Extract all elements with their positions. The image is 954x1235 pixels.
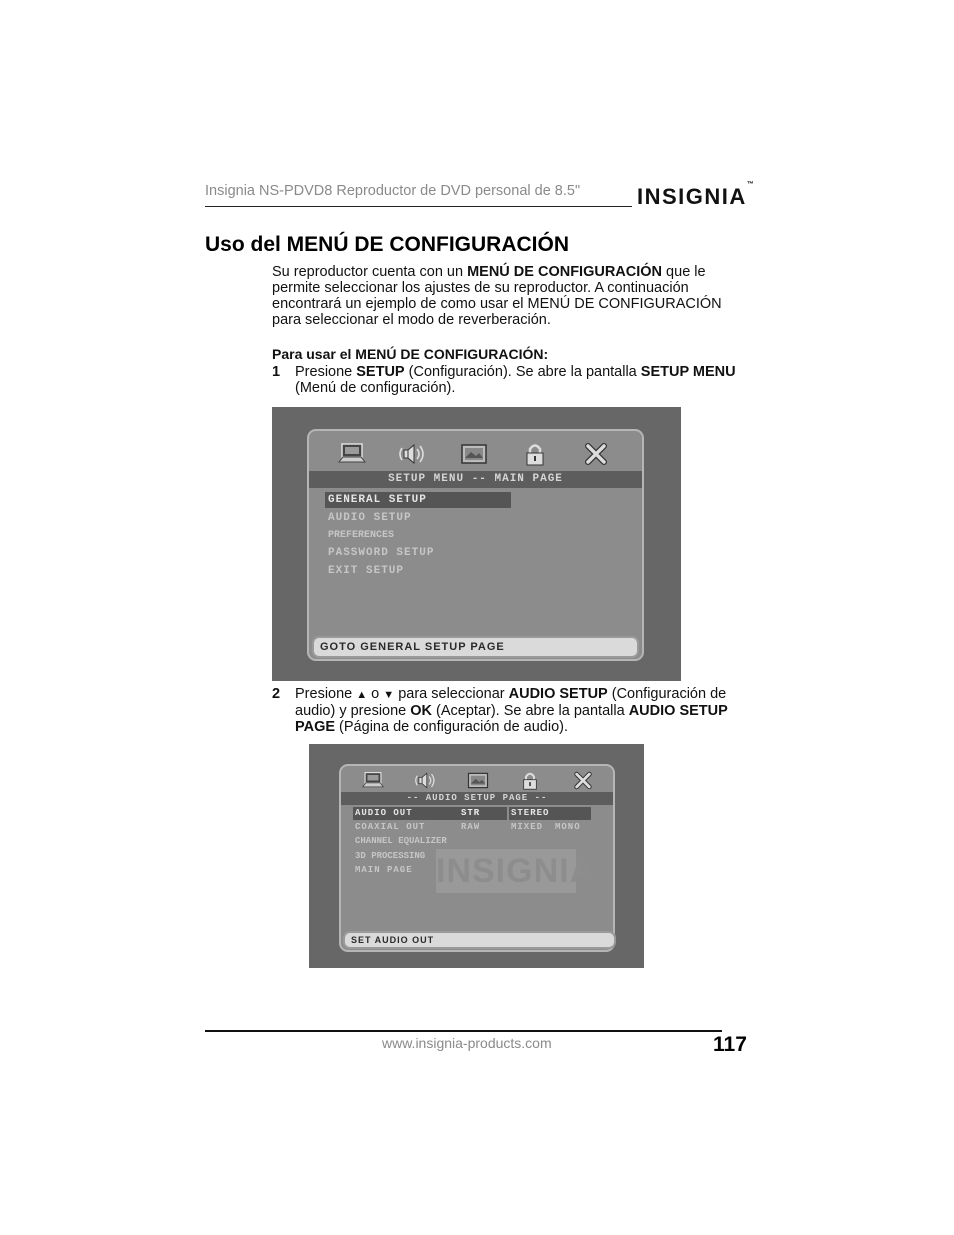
- step-text-part: (Configuración). Se abre la pantalla: [404, 364, 641, 380]
- osd-status-bar: GOTO GENERAL SETUP PAGE: [312, 636, 639, 658]
- step-text-part: o: [367, 686, 384, 702]
- osd-panel: [339, 764, 615, 952]
- section-title: Uso del MENÚ DE CONFIGURACIÓN: [205, 233, 570, 256]
- intro-paragraph: [272, 264, 747, 328]
- menu-item-exit-setup[interactable]: EXIT SETUP: [328, 565, 405, 577]
- footer-url: www.insignia-products.com: [382, 1035, 552, 1051]
- option-mixed[interactable]: MIXED: [511, 822, 544, 832]
- step-1: [272, 364, 747, 396]
- setting-value-coaxial-out: RAW: [461, 822, 481, 832]
- step-text: [295, 686, 747, 735]
- step-text-part: (Página de configuración de audio).: [335, 719, 568, 735]
- step-text-part: (Aceptar). Se abre la pantalla: [432, 703, 629, 719]
- setup-menu-screenshot: [272, 407, 681, 681]
- osd-icon-row: [321, 437, 627, 471]
- picture-icon: [459, 442, 489, 466]
- intro-text-1: Su reproductor cuenta con un: [272, 264, 468, 280]
- menu-item-general-setup[interactable]: GENERAL SETUP: [325, 492, 511, 508]
- intro-bold-1: MENÚ DE CONFIGURACIÓN: [467, 264, 663, 280]
- step-number: 2: [272, 686, 281, 702]
- menu-item-preferences[interactable]: PREFERENCES: [328, 530, 395, 541]
- up-arrow-icon: ▲: [356, 689, 368, 701]
- step-bold: OK: [410, 703, 433, 719]
- step-text: [295, 364, 747, 396]
- down-arrow-icon: ▼: [383, 689, 395, 701]
- lock-icon: [520, 442, 550, 466]
- laptop-icon: [361, 771, 385, 790]
- step-text-part: para seleccionar: [394, 686, 509, 702]
- logo-text: INSIGNIA: [637, 184, 747, 209]
- step-text-part: (Menú de configuración).: [295, 380, 456, 396]
- menu-item-password-setup[interactable]: PASSWORD SETUP: [328, 547, 435, 559]
- step-text-part: (Configuración de audio) y presione: [295, 686, 727, 719]
- close-icon: [581, 442, 611, 466]
- option-stereo[interactable]: STEREO: [509, 807, 591, 820]
- osd-panel: [307, 429, 644, 661]
- header-rule: [205, 206, 632, 207]
- osd-icon-row: [347, 766, 609, 794]
- step-2: [272, 686, 747, 735]
- option-mono[interactable]: MONO: [555, 822, 581, 832]
- menu-item-audio-setup[interactable]: AUDIO SETUP: [328, 512, 412, 524]
- osd-title-bar: -- AUDIO SETUP PAGE --: [341, 792, 613, 805]
- laptop-icon: [337, 442, 367, 466]
- procedure-heading: Para usar el MENÚ DE CONFIGURACIÓN:: [272, 346, 549, 362]
- insignia-watermark: INSIGNIA: [436, 849, 576, 893]
- running-header: Insignia NS-PDVD8 Reproductor de DVD personal de 8.5": [205, 183, 581, 199]
- intro-text-2: que le permite seleccionar los ajustes de su reproductor. A continuación encontrará un ejemplo de como usar el MENÚ DE CONFIGURACIÓN para seleccionar el modo de reverberación.: [272, 264, 722, 328]
- setting-value-audio-out: STR: [461, 808, 481, 818]
- insignia-logo: [637, 181, 754, 210]
- page-number: 117: [713, 1033, 747, 1056]
- audio-setup-page-screenshot: [309, 744, 644, 968]
- picture-icon: [466, 771, 490, 790]
- speaker-icon: [398, 442, 428, 466]
- lock-icon: [518, 771, 542, 790]
- setting-label-audio-out[interactable]: AUDIO OUT: [353, 807, 507, 820]
- step-bold: SETUP MENU: [640, 364, 736, 380]
- setting-label-main-page[interactable]: MAIN PAGE: [355, 865, 413, 875]
- setting-label-3d-processing[interactable]: 3D PROCESSING: [355, 851, 426, 861]
- footer-rule: [205, 1030, 722, 1032]
- close-icon: [571, 771, 595, 790]
- step-bold: AUDIO SETUP PAGE: [295, 703, 728, 735]
- step-number: 1: [272, 364, 281, 380]
- step-text-part: Presione: [295, 686, 357, 702]
- setting-label-channel-equalizer[interactable]: CHANNEL EQUALIZER: [355, 836, 447, 846]
- speaker-icon: [414, 771, 438, 790]
- step-bold: AUDIO SETUP: [508, 686, 608, 702]
- osd-status-bar: SET AUDIO OUT: [343, 931, 616, 949]
- step-bold: SETUP: [356, 364, 405, 380]
- setting-label-coaxial-out[interactable]: COAXIAL OUT: [355, 822, 426, 832]
- trademark-symbol: ™: [746, 181, 754, 188]
- step-text-part: Presione: [295, 364, 357, 380]
- osd-title-bar: SETUP MENU -- MAIN PAGE: [309, 471, 642, 488]
